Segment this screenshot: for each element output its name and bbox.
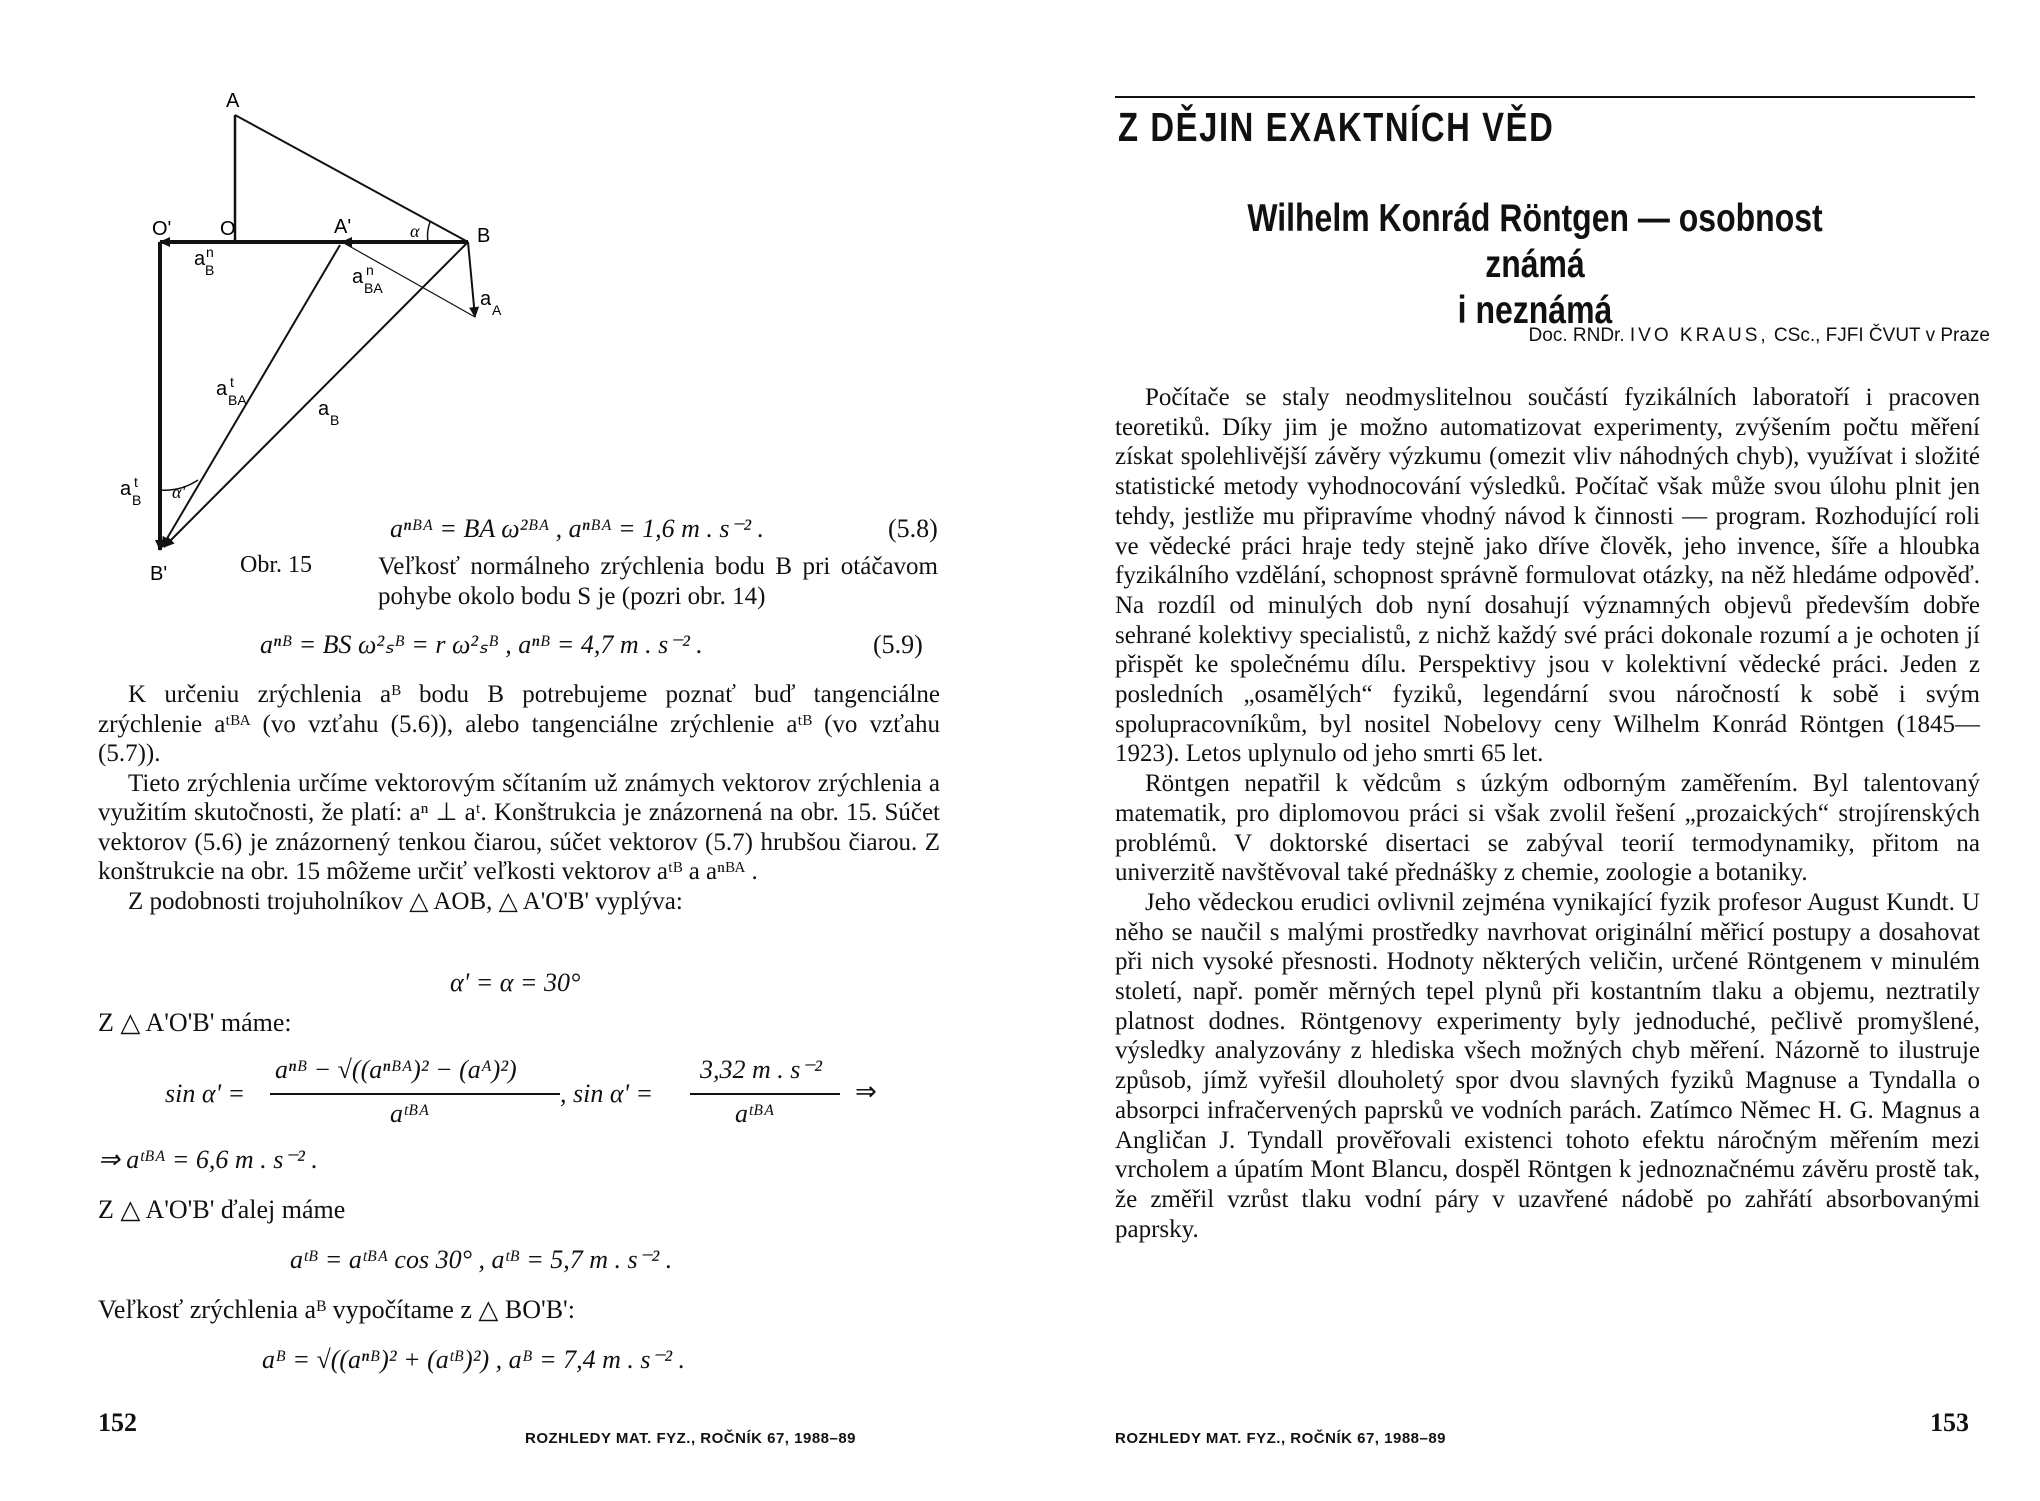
right-body-text [1115,383,1980,1244]
sin-numerator-2: 3,32 m . s⁻² [700,1055,822,1084]
label-B: B [477,225,491,247]
label-aBAn [352,262,383,296]
left-paragraph-1: K určeniu zrýchlenia aᴮ bodu B potrebujeme poznať buď tangenciálne zrýchlenie aᵗᴮᴬ (vo vzťahu (5.6)), alebo tangenciálne zrýchlenie aᵗᴮ (vo vzťahu (5.7)). [98,681,940,767]
line-triangle-2: Z △ A'O'B' ďalej máme [98,1195,346,1224]
label-aA [480,288,502,318]
line-AB [235,115,468,242]
label-A: A [226,90,240,112]
label-aB [318,398,339,428]
right-paragraph-2: Röntgen nepatřil k vědcům s úzkým odborným zaměřením. Byl talentovaný matematik, pro diplomovou práci si však zvolil řešení „prozaických“ strojírenských problémů. V doktorské disertaci se zabýval teorií termodynamiky, přitom na univerzitě navštěvoval také přednášky z chemie, zoologie a botaniky. [1115,770,1980,887]
label-aBt [120,474,141,508]
right-paragraph-3: Jeho vědeckou erudici ovlivnil zejména vynikající fyzik profesor August Kundt. U něho se naučil s malými prostředky navrhovat originální měřicí postupy a dosahovat při nich vysoké přesnosti. Hodnoty některých veličin, určené Röntgenem v minulém století, např. poměr měrných tepel plynů při kostantním tlaku a objemu, neztratily platnost dodnes. Röntgenovy experimenty byly jednoduché, pečlivě promyšlené, výsledky analyzovány z hlediska všech možných chyb měření. Názorně to ilustruje způsob, jímž vyřešil dlouholetý spor dvou slavných fyziků Magnuse a Tyndalla o absorpci infračervených paprsků ve vodních parách. Zatímco Němec H. G. Magnus a Angličan J. Tyndall prověřovali existenci tohoto efektu náročným měřením mezi vrcholem a úpatím Mont Blancu, dospěl Röntgen k jednoznačnému závěru prostě tak, že změřil vzrůst tlaku vodní páry v uzavřené nádobě po zahřátí absorbovanými paprsky. [1115,888,1980,1243]
svg-text:a: a [480,288,492,310]
label-aBn [194,244,214,278]
svg-text:B: B [132,492,142,508]
svg-text:a: a [318,398,330,420]
svg-text:n: n [366,262,374,278]
svg-text:t: t [230,374,234,390]
figure-caption: Obr. 15 [240,552,312,578]
angle-alpha-arc [428,222,430,242]
right-page [1020,0,2040,1501]
equation-5-8: aⁿᴮᴬ = BA ω²ᴮᴬ , aⁿᴮᴬ = 1,6 m . s⁻² . [390,514,764,543]
author-affiliation: CSc., FJFI ČVUT v Praze [1773,325,1990,346]
section-rule [1115,96,1975,98]
article-title-line-2: i neznámá [1457,289,1613,332]
line-triangle-3: Veľkosť zrýchlenia aᴮ vypočítame z △ BO'B': [98,1295,575,1324]
svg-text:a: a [194,248,206,270]
article-title-line-1: Wilhelm Konrád Röntgen — osobnost známá [1247,197,1823,286]
svg-text:B: B [330,412,340,428]
author-prefix: Doc. RNDr. [1528,325,1625,346]
label-B-prime: B' [150,563,168,585]
label-A-prime: A' [334,216,352,238]
right-paragraph-1: Počítače se staly neodmyslitelnou součástí fyzikálních laboratoří i pracoven teoretiků. Díky jim je možno automatizovat experimenty, zvýšením počtu měření získat spolehlivější závěry výzkumu (omezit vliv náhodných chyb), využívat i složité statistické metody vyhodnocování výsledků. Počítač však může svou úlohu plnit jen tehdy, jestliže mu připravíme vhodný návod k činnosti — program. Rozhodující roli ve vědecké práci hraje tedy stejně jako dříve člověk, jeho invence, šíře a hloubka fyzikálního vzdělání, schopnost správně formulovat otázky, na něž hledáme odpověď. Na rozdíl od minulých dob nyní dosahují významných objevů především dobře sehrané kolektivy specialistů, z nichž každý své práci dokonale rozumí a je ochoten jí přispět ke společnému dílu. Perspektivy jsou v kolektivní vědecké práci. Jeden z posledních „osamělých“ fyziků, legendární svou náročností k sobě i svým spolupracovníkům, byl nositel Nobelovy ceny Wilhelm Konrád Röntgen (1845—1923). Letos uplynulo od jeho smrti 65 let. [1115,384,1980,768]
vector-aA [468,242,475,317]
article-title [1125,196,1945,334]
author-name: IVO KRAUS, [1629,325,1769,346]
svg-text:B: B [205,262,215,278]
page-number-right: 153 [1930,1408,1969,1437]
implies-arrow: ⇒ [855,1077,877,1106]
equation-final-aB: aᴮ = √((aⁿᴮ)² + (aᵗᴮ)²) , aᴮ = 7,4 m . s⁻² . [262,1345,686,1374]
label-O: O [220,218,236,240]
sin-denominator-1: aᵗᴮᴬ [390,1099,430,1128]
svg-text:A: A [492,302,502,318]
label-alpha: α [410,221,420,241]
section-title: Z DĚJIN EXAKTNÍCH VĚD [1118,104,1555,150]
sin-denominator-2: aᵗᴮᴬ [735,1099,775,1128]
equation-sin [165,1055,885,1135]
equation-alpha: α' = α = 30° [450,968,581,997]
left-paragraph-3: Z podobnosti trojuholníkov △ AOB, △ A'O'B' vyplýva: [128,887,683,915]
equation-5-9-number: (5.9) [873,630,923,659]
label-aBAt [216,374,247,408]
left-body-text [98,680,940,916]
paragraph-normal-acceleration: Veľkosť normálneho zrýchlenia bodu B pri otáčavom pohybe okolo bodu S je (pozri obr. 14) [378,553,938,610]
sin-mid: , sin α' = [560,1079,654,1108]
sin-lhs: sin α' = [165,1079,246,1108]
page-number-left: 152 [98,1408,137,1437]
author-line [1270,325,1990,347]
svg-text:BA: BA [364,280,383,296]
left-paragraph-2: Tieto zrýchlenia určíme vektorovým sčítaním už známych vektorov zrýchlenia a využitím skutočnosti, že platí: aⁿ ⊥ aᵗ. Konštrukcia je znázornená na obr. 15. Súčet vektorov (5.6) je znázornený tenkou čiarou, súčet vektorov (5.7) hrubšou čiarou. Z konštrukcie na obr. 15 môžeme určiť veľkosti vektorov aᵗᴮ a aⁿᴮᴬ . [98,769,940,885]
fraction-bar-1 [270,1093,560,1095]
line-triangle-1: Z △ A'O'B' máme: [98,1008,292,1037]
equation-cos: aᵗᴮ = aᵗᴮᴬ cos 30° , aᵗᴮ = 5,7 m . s⁻² . [290,1245,673,1274]
equation-5-8-number: (5.8) [888,514,938,543]
label-O-prime: O' [152,218,172,240]
svg-text:a: a [352,266,364,288]
fraction-bar-2 [690,1093,840,1095]
sin-numerator-1: aⁿᴮ − √((aⁿᴮᴬ)² − (aᴬ)²) [275,1055,517,1084]
running-footer-left: ROZHLEDY MAT. FYZ., ROČNÍK 67, 1988–89 [525,1430,857,1447]
svg-text:a: a [216,378,228,400]
svg-text:BA: BA [228,392,247,408]
label-alpha-prime: α' [172,482,186,502]
svg-text:a: a [120,478,132,500]
svg-text:t: t [134,474,138,490]
equation-result-aBAt: ⇒ aᵗᴮᴬ = 6,6 m . s⁻² . [98,1145,318,1174]
running-footer-right: ROZHLEDY MAT. FYZ., ROČNÍK 67, 1988–89 [1115,1430,1447,1447]
svg-text:n: n [206,244,214,260]
equation-5-9: aⁿᴮ = BS ω²ₛᴮ = r ω²ₛᴮ , aⁿᴮ = 4,7 m . s⁻² . [260,630,703,659]
